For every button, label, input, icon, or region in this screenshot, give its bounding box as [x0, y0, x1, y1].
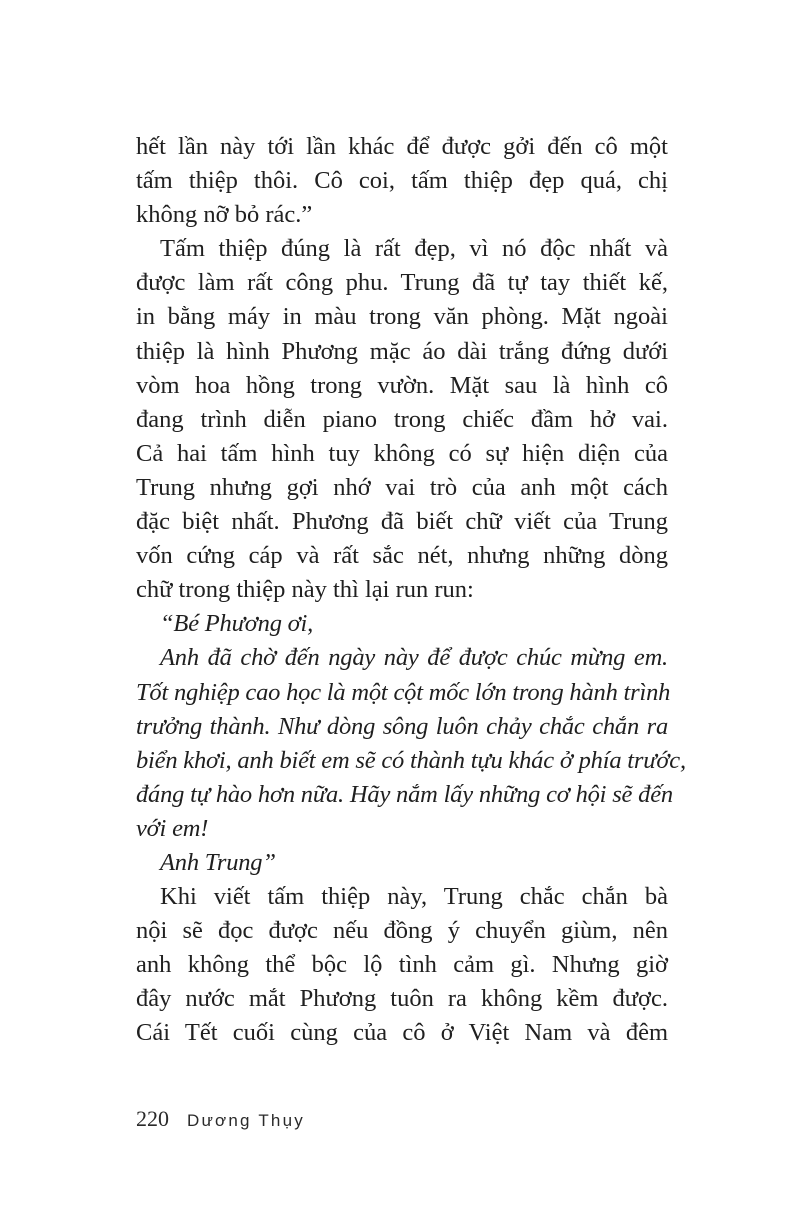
text-line: đây nước mắt Phương tuôn ra không kềm được.	[136, 985, 668, 1013]
text-line: chữ trong thiệp này thì lại run run:	[136, 576, 474, 604]
body-text	[136, 130, 686, 1051]
text-line: Anh đã chờ đến ngày này để được chúc mừng em.	[160, 644, 668, 672]
text-line: đặc biệt nhất. Phương đã biết chữ viết của Trung	[136, 508, 668, 536]
text-line: anh không thể bộc lộ tình cảm gì. Nhưng giờ	[136, 951, 668, 979]
text-line: in bằng máy in màu trong văn phòng. Mặt ngoài	[136, 303, 668, 331]
text-line: Khi viết tấm thiệp này, Trung chắc chắn bà	[160, 883, 668, 911]
text-line: nội sẽ đọc được nếu đồng ý chuyển giùm, nên	[136, 917, 668, 945]
text-line: vòm hoa hồng trong vườn. Mặt sau là hình cô	[136, 371, 668, 399]
text-line: tấm thiệp thôi. Cô coi, tấm thiệp đẹp quá, chị	[136, 167, 668, 195]
text-line: đang trình diễn piano trong chiếc đầm hở vai.	[136, 405, 668, 433]
text-line: Cả hai tấm hình tuy không có sự hiện diện của	[136, 439, 668, 467]
text-line: biển khơi, anh biết em sẽ có thành tựu khác ở phía trước,	[136, 746, 686, 774]
page-number: 220	[136, 1106, 169, 1131]
text-line: thiệp là hình Phương mặc áo dài trắng đứng dưới	[136, 337, 668, 365]
text-line: Tốt nghiệp cao học là một cột mốc lớn trong hành trình	[136, 678, 671, 706]
text-line: Tấm thiệp đúng là rất đẹp, vì nó độc nhất và	[160, 235, 668, 263]
text-line: trưởng thành. Như dòng sông luôn chảy chắc chắn ra	[136, 712, 668, 740]
text-line: vốn cứng cáp và rất sắc nét, nhưng những dòng	[136, 542, 668, 570]
page-footer	[136, 1106, 305, 1136]
text-line: hết lần này tới lần khác để được gởi đến cô một	[136, 133, 668, 160]
text-line: Trung nhưng gợi nhớ vai trò của anh một cách	[136, 473, 668, 501]
text-line: không nỡ bỏ rác.”	[136, 201, 313, 229]
text-line: với em!	[136, 814, 209, 842]
text-line: được làm rất công phu. Trung đã tự tay thiết kế,	[136, 269, 668, 297]
text-line: đáng tự hào hơn nữa. Hãy nắm lấy những cơ hội sẽ đến	[136, 780, 673, 808]
text-line: Anh Trung”	[160, 848, 276, 876]
text-line: Cái Tết cuối cùng của cô ở Việt Nam và đêm	[136, 1019, 668, 1047]
text-line: “Bé Phương ơi,	[160, 610, 314, 638]
running-head-author: Dương Thụy	[187, 1111, 305, 1130]
